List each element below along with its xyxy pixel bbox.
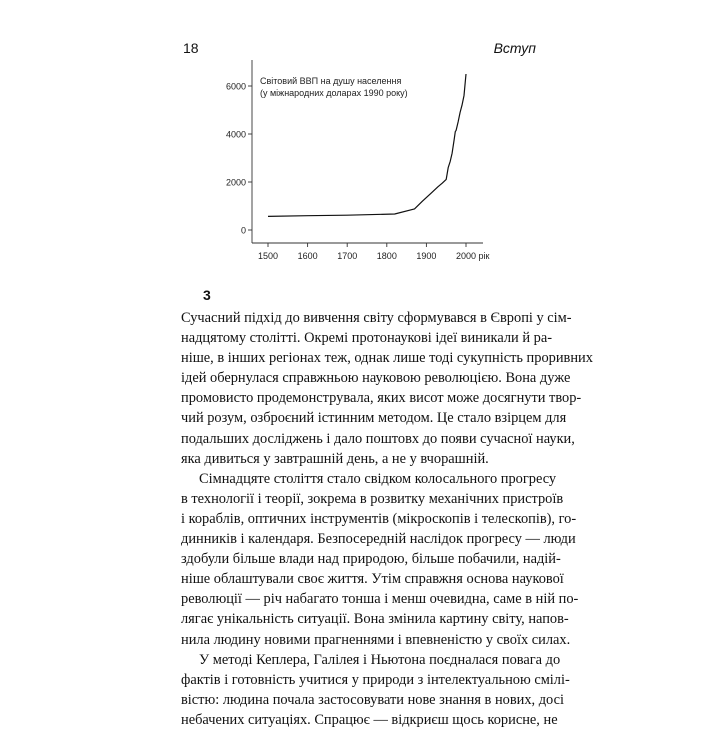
text-line: ідей обернулася справжньою науковою революцією. Вона дуже: [181, 370, 571, 387]
text-line: чий розум, озброєний істинним методом. Це стало взірцем для: [181, 410, 567, 427]
text-line: здобули більше влади над природою, більше побачили, надій-: [181, 551, 561, 568]
x-tick-label: 2000 рік: [456, 251, 490, 261]
section-number: 3: [203, 287, 211, 303]
gdp-chart: [0, 0, 720, 270]
text-line: і кораблів, оптичних інструментів (мікроскопів і телескопів), го-: [181, 510, 577, 527]
text-line: ніше, в інших регіонах теж, однак лише тоді сукупність проривних: [181, 350, 593, 367]
chart-title: Світовий ВВП на душу населення: [260, 76, 402, 86]
text-line: ніше облаштували своє життя. Утім справжня основа наукової: [181, 571, 564, 588]
text-line: в технології і теорії, зокрема в розвитку механічних пристроїв: [181, 490, 564, 507]
text-line: динників і календаря. Безпосередній наслідок прогресу — люди: [181, 531, 576, 548]
text-line: Сучасний підхід до вивчення світу сформувався в Європі у сім-: [181, 310, 572, 326]
y-tick-label: 0: [240, 225, 246, 236]
text-line: вістю: людина почала застосовувати нове знання в нових, досі: [181, 691, 564, 708]
text-line: лягає унікальність ситуації. Вона змінила картину світу, напов-: [181, 611, 569, 628]
x-tick-label: 1500: [258, 251, 279, 261]
x-tick-label: 1800: [376, 251, 397, 261]
chart-subtitle: (у міжнародних доларах 1990 року): [260, 88, 408, 98]
running-header: Вступ: [493, 40, 536, 56]
x-tick-label: 1900: [416, 251, 437, 261]
text-line: небачених ситуаціях. Спрацює — відкриєш щось корисне, не: [181, 711, 558, 728]
text-line: нила людину новими прагненнями і впевненістю у своїх силах.: [181, 631, 571, 648]
text-line: революції — річ набагато тонша і менш очевидна, саме в ній по-: [181, 591, 579, 608]
y-tick-label: 4000: [225, 129, 246, 140]
text-line: фактів і готовність учитися у природи з інтелектуальною смілі-: [181, 671, 570, 688]
x-tick-label: 1600: [297, 251, 318, 261]
text-line: подальших досліджень і дало поштовх до появи сучасної науки,: [181, 430, 575, 447]
text-line: яка дивиться у завтрашній день, а не у вчорашній.: [181, 450, 489, 467]
x-tick-label: 1700: [337, 251, 358, 261]
text-line: Сімнадцяте століття стало свідком колосального прогресу: [199, 470, 557, 487]
body-text: [181, 308, 593, 730]
text-line: У методі Кеплера, Галілея і Ньютона поєдналася повага до: [199, 651, 561, 668]
text-line: надцятому столітті. Окремі протонаукові ідеї виникали й ра-: [181, 330, 552, 347]
text-line: промовисто продемонструвала, яких висот може досягнути твор-: [181, 390, 582, 407]
y-tick-label: 6000: [225, 81, 246, 92]
y-tick-label: 2000: [225, 177, 246, 188]
page-number: 18: [183, 40, 199, 56]
